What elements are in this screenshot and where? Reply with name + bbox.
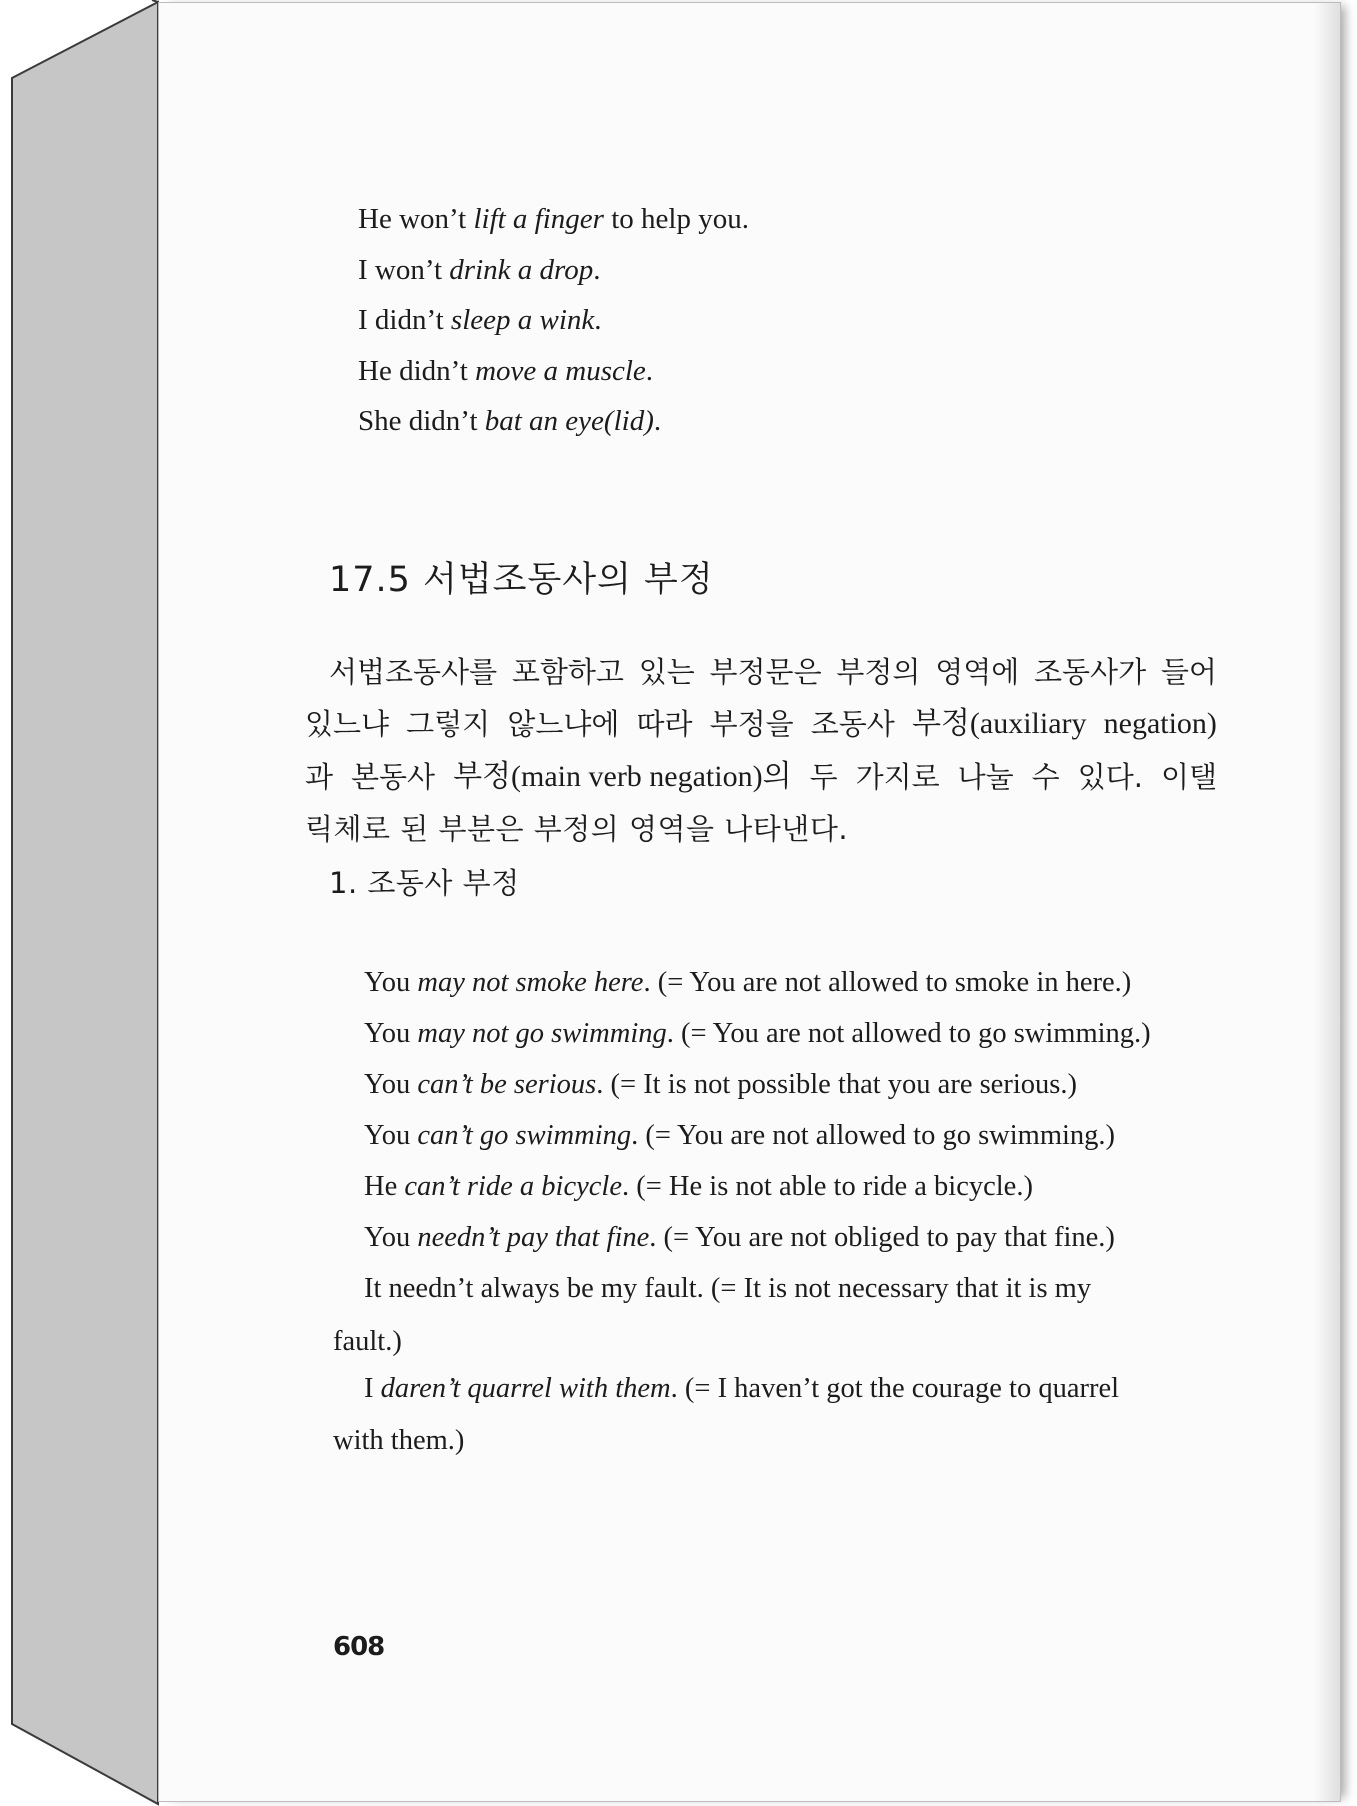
- example-line-continuation: with them.): [333, 1425, 465, 1456]
- paragraph-line: 서법조동사를 포함하고 있는 부정문은 부정의 영역에 조동사가 들어: [329, 655, 1217, 689]
- example-line: You can’t go swimming. (= You are not allowed to go swimming.): [364, 1120, 1116, 1151]
- example-line: You may not smoke here. (= You are not allowed to smoke in here.): [364, 967, 1132, 998]
- example-line: It needn’t always be my fault. (= It is not necessary that it is my: [364, 1273, 1092, 1304]
- example-line: You needn’t pay that fine. (= You are not obliged to pay that fine.): [364, 1222, 1115, 1253]
- example-line: I didn’t sleep a wink.: [358, 304, 602, 336]
- example-line: I daren’t quarrel with them. (= I haven’t got the courage to quarrel: [364, 1373, 1120, 1404]
- paragraph-line: 있느냐 그렇지 않느냐에 따라 부정을 조동사 부정(auxiliary negation): [305, 707, 1217, 741]
- subheading: 1. 조동사 부정: [329, 866, 520, 900]
- example-line: I won’t drink a drop.: [358, 254, 601, 286]
- paragraph-line: 릭체로 된 부분은 부정의 영역을 나타낸다.: [305, 812, 849, 846]
- page-number: 608: [333, 1632, 385, 1662]
- example-line: He won’t lift a finger to help you.: [358, 203, 749, 235]
- example-line: You may not go swimming. (= You are not allowed to go swimming.): [364, 1018, 1151, 1049]
- section-title: 17.5 서법조동사의 부정: [329, 560, 714, 600]
- example-line: He can’t ride a bicycle. (= He is not able to ride a bicycle.): [364, 1171, 1033, 1202]
- paragraph-line: 과 본동사 부정(main verb negation)의 두 가지로 나눌 수 있다. 이탤: [305, 760, 1217, 794]
- example-line: He didn’t move a muscle.: [358, 355, 654, 387]
- page-edge-shadow: [1314, 3, 1340, 1801]
- book-page: [158, 2, 1341, 1802]
- book-spine: [0, 0, 165, 1806]
- example-line-continuation: fault.): [333, 1326, 402, 1357]
- example-line: You can’t be serious. (= It is not possible that you are serious.): [364, 1069, 1077, 1100]
- example-line: She didn’t bat an eye(lid).: [358, 405, 662, 437]
